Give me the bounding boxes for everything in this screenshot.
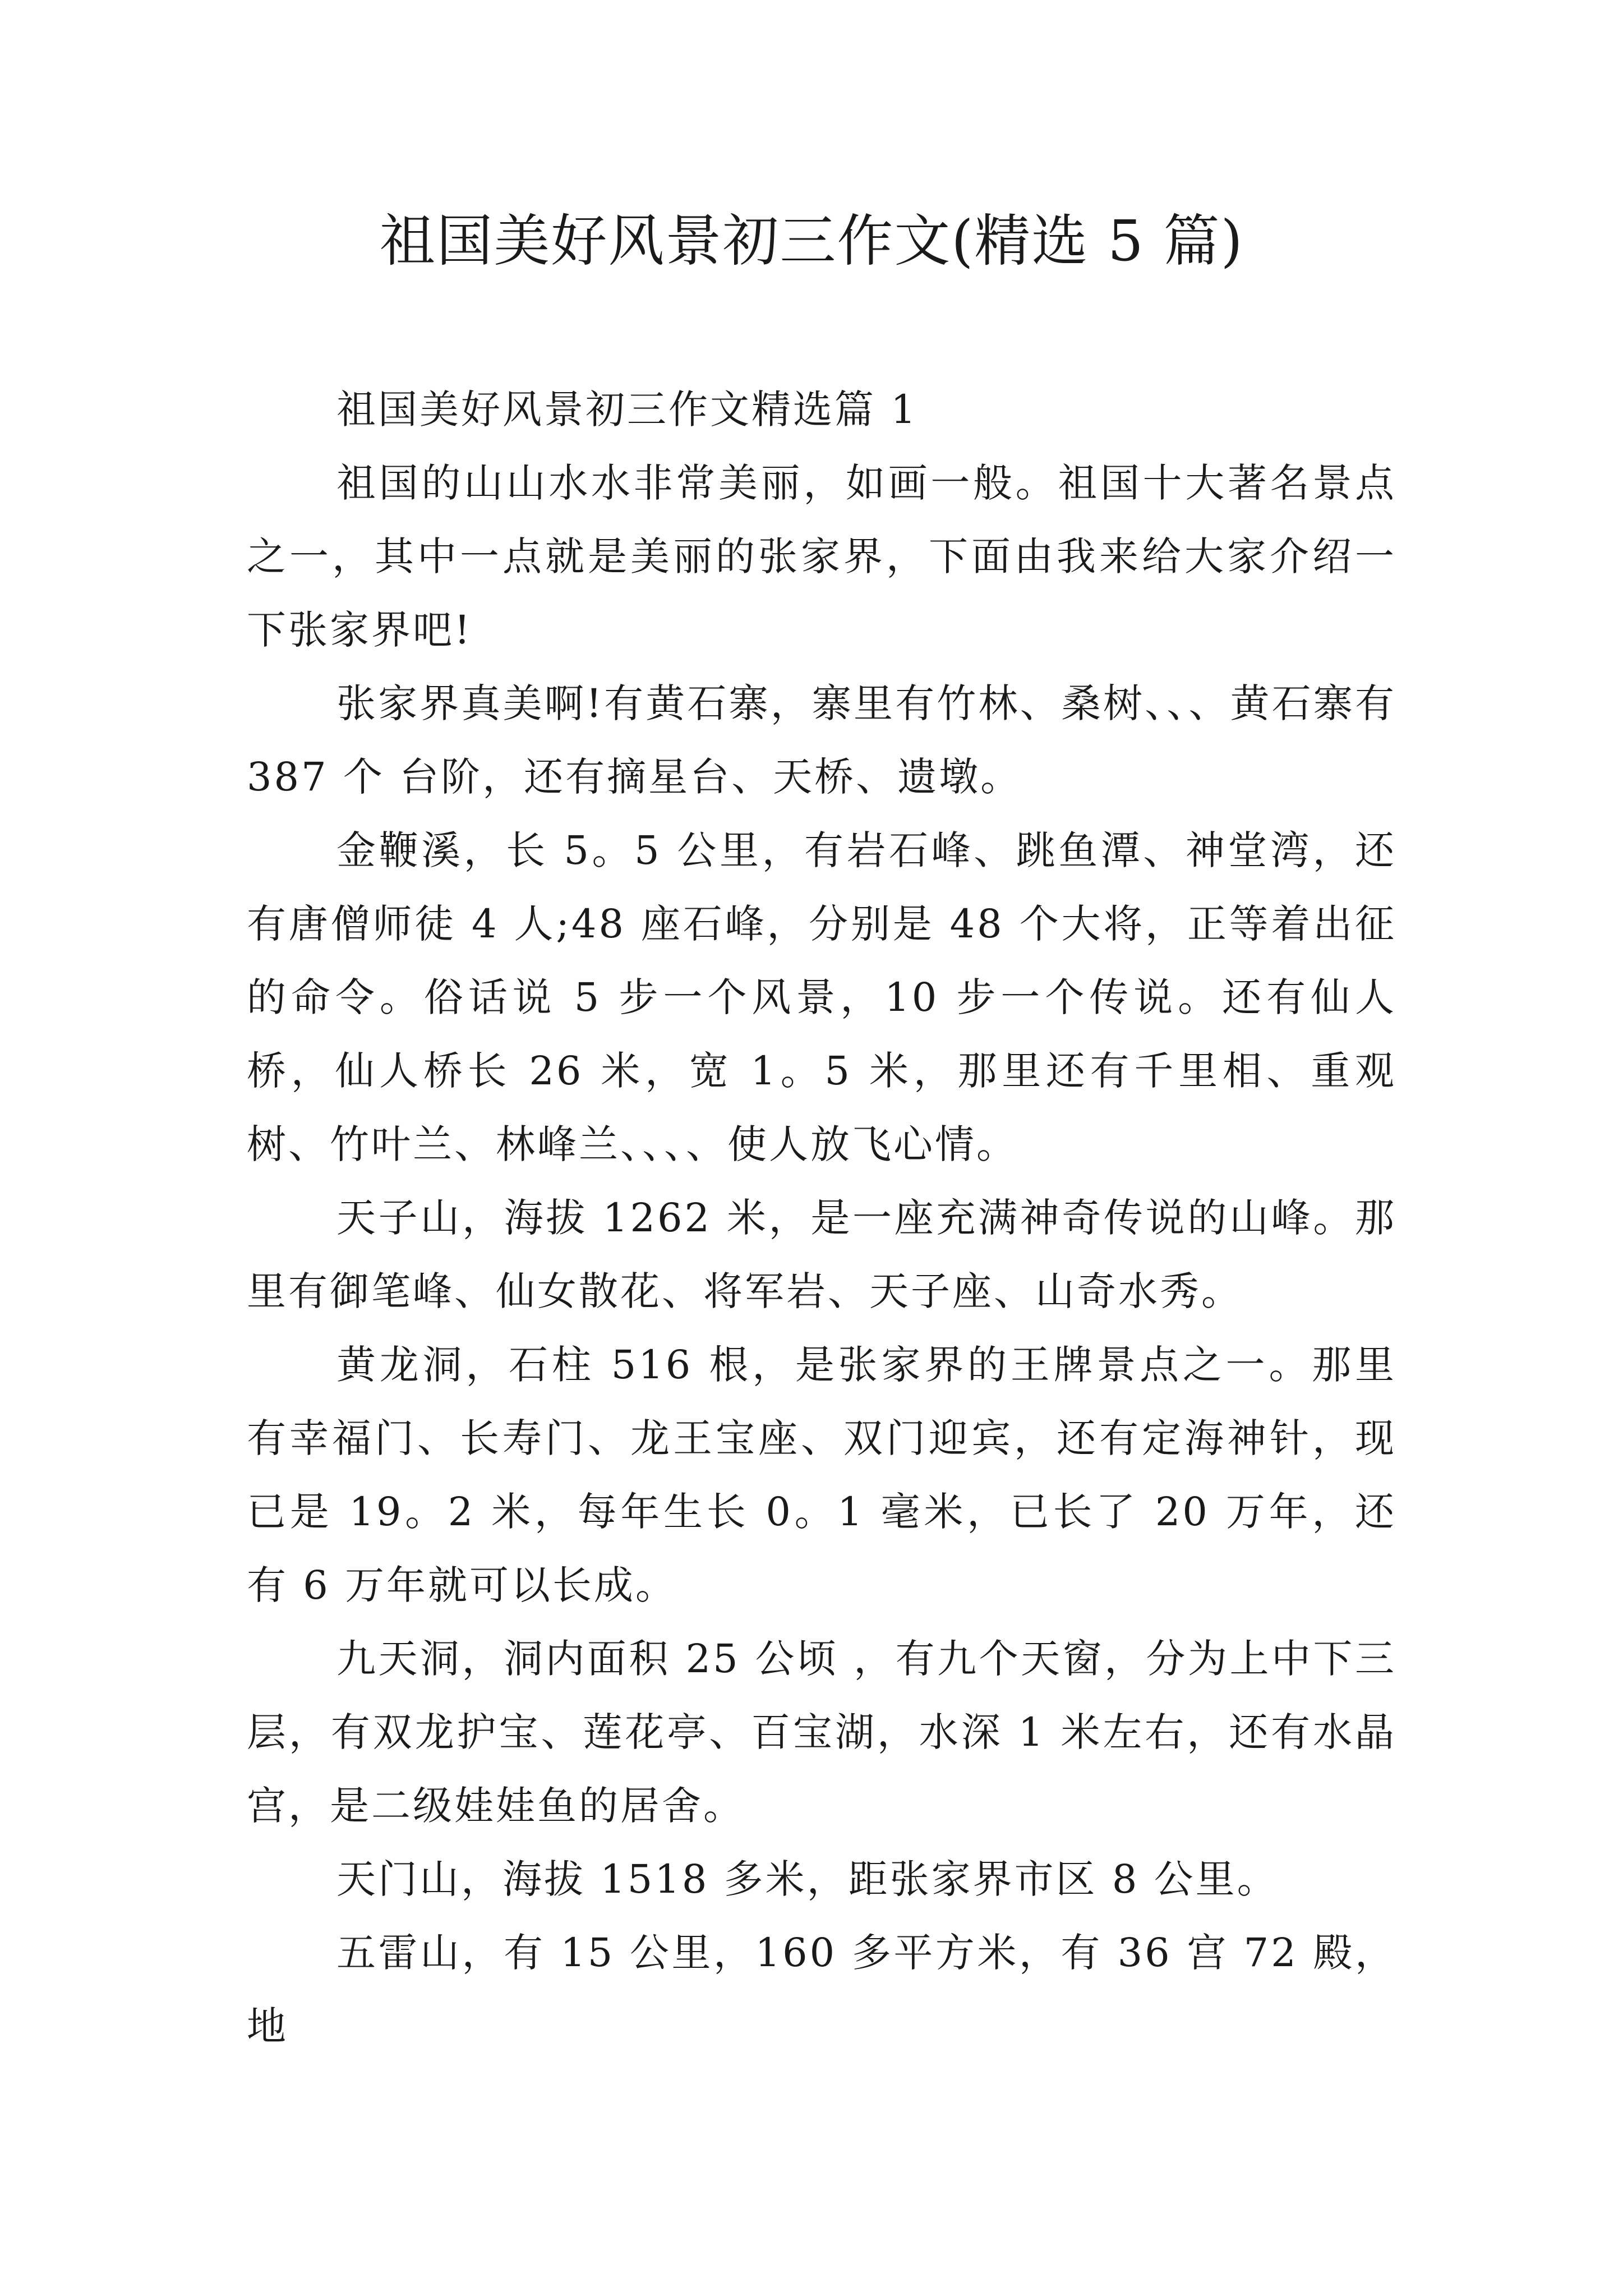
paragraph-intro: 祖国的山山水水非常美丽，如画一般。祖国十大著名景点之一，其中一点就是美丽的张家界，下面由我来给大家介绍一下张家界吧!	[247, 460, 1396, 653]
section-heading: 祖国美好风景初三作文精选篇 1	[336, 386, 918, 432]
paragraph-tianmenshan: 天门山，海拔 1518 多米，距张家界市区 8 公里。	[336, 1856, 1279, 1902]
paragraph-jinbianxi: 金鞭溪，长 5。5 公里，有岩石峰、跳鱼潭、神堂湾，还有唐僧师徒 4 人;48 座石峰，分别是 48 个大将，正等着出征的命令。俗话说 5 步一个风景，10 步一个传说。还有仙人桥，仙人桥长 26 米，宽 1。5 米，那里还有千里相、重观树、竹叶兰、林峰兰、、、、使人放飞心情。	[247, 827, 1396, 1167]
paragraph-wuleishan: 五雷山，有 15 公里，160 多平方米，有 36 宫 72 殿，地	[247, 1930, 1396, 2049]
paragraph-tianzishan: 天子山，海拔 1262 米，是一座充满神奇传说的山峰。那里有御笔峰、仙女散花、将军岩、天子座、山奇水秀。	[247, 1195, 1396, 1314]
paragraph-huanglongdong: 黄龙洞，石柱 516 根，是张家界的王牌景点之一。那里有幸福门、长寿门、龙王宝座、双门迎宾，还有定海神针，现已是 19。2 米，每年生长 0。1 毫米，已长了 20 万年，还有 6 万年就可以长成。	[247, 1342, 1396, 1608]
paragraph-jiutiandong: 九天洞，洞内面积 25 公顷 ，有九个天窗，分为上中下三层，有双龙护宝、莲花亭、百宝湖，水深 1 米左右，还有水晶宫，是二级娃娃鱼的居舍。	[247, 1636, 1396, 1829]
document-title: 祖国美好风景初三作文(精选 5 篇)	[379, 208, 1244, 274]
document-body	[247, 373, 1396, 2063]
paragraph-huangshizhai: 张家界真美啊!有黄石寨，寨里有竹林、桑树、、、黄石寨有 387 个 台阶，还有摘星台、天桥、遗墩。	[247, 680, 1396, 800]
